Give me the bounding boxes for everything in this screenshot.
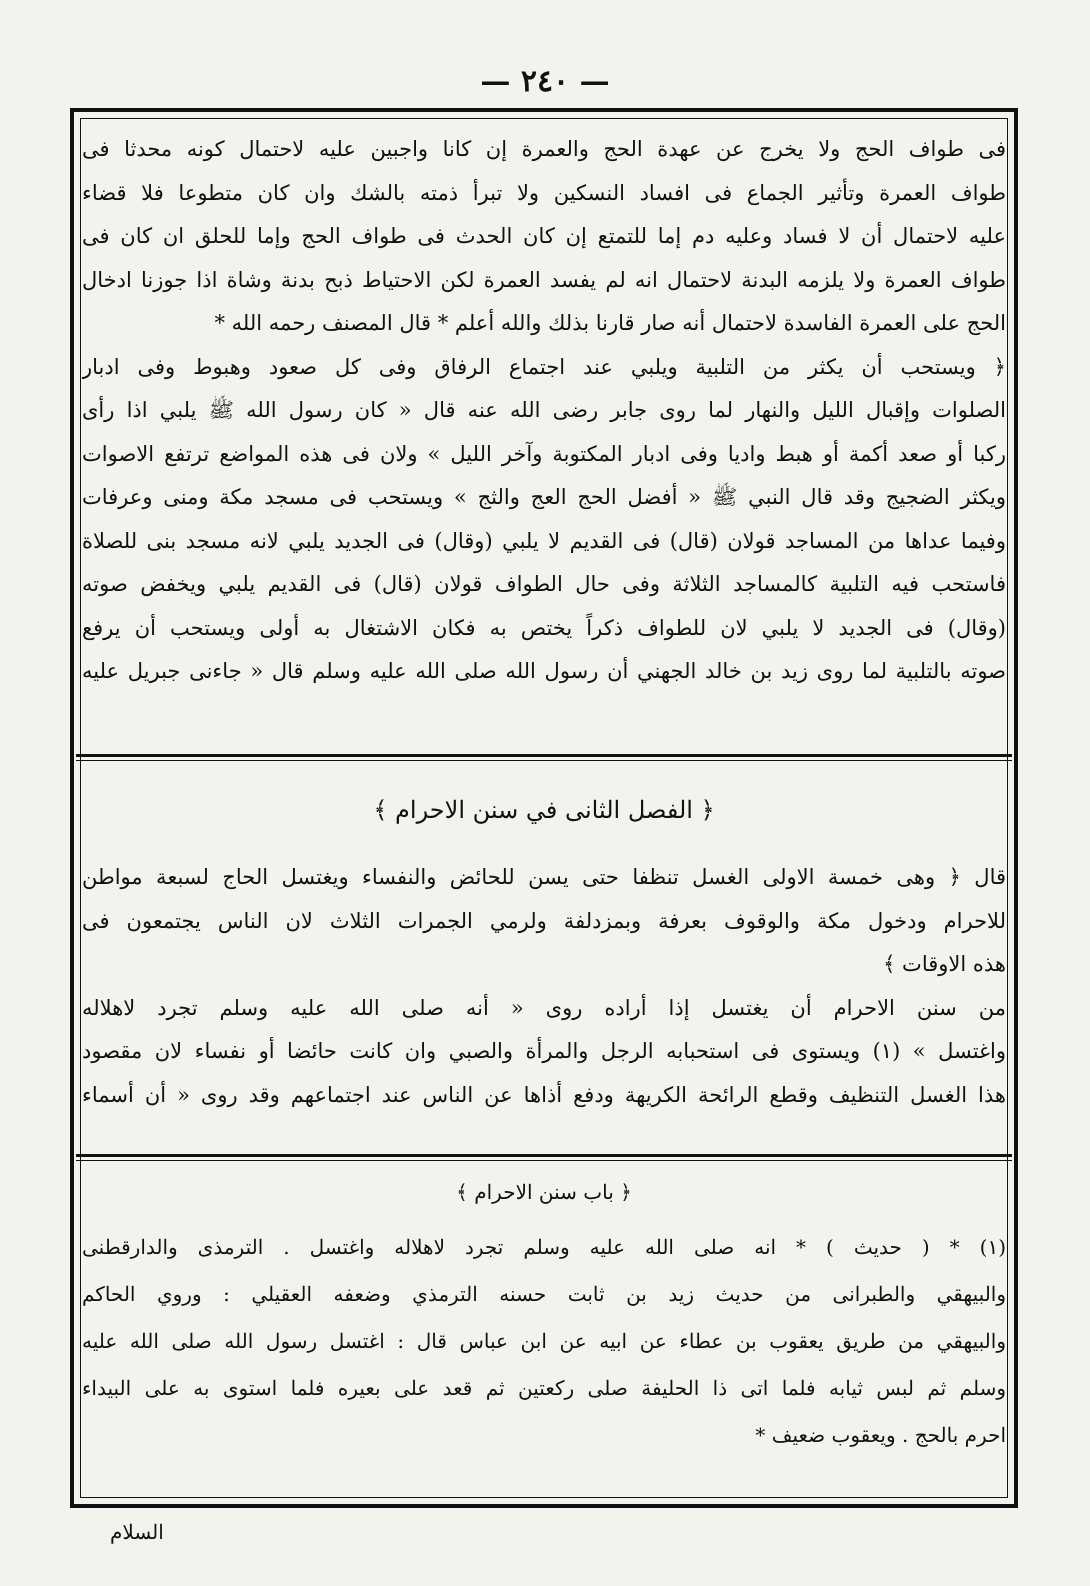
text-line: طواف العمرة وتأثير الجماع فى افساد النسكين ولا تبرأ ذمته بالشك وان كان متطوعا فلا قضاء (82, 180, 1006, 205)
text-line: فى طواف الحج ولا يخرج عن عهدة الحج والعمرة إن كانا واجبين عليه لاحتمال كونه محدثا فى (82, 137, 1006, 161)
text-line: الصلوات وإقبال الليل والنهار لما روى جابر رضى الله عنه قال « كان رسول الله ﷺ يلبي اذا رأى (82, 398, 1006, 422)
footnote-text (82, 1224, 1006, 1459)
text-line: (وقال) فى الجديد لا يلبي لان للطواف ذكراً يختص به فكان الاشتغال به أولى ويستحب أن يرفع (82, 615, 1006, 640)
text-line: ﴿ ويستحب أن يكثر من التلبية ويلبي عند اجتماع الرفاق وفى كل صعود وهبوط وفى ادبار (82, 354, 1006, 379)
text-line: قال ﴿ وهى خمسة الاولى الغسل تنظفا حتى يسن للحائض والنفساء ويغتسل الحاج لسبعة مواطن (82, 865, 1006, 889)
text-line: فاستحب فيه التلبية كالمساجد الثلاثة وفى حال الطواف قولان (قال) فى القديم يلبي ويخفض صوته (82, 572, 1006, 596)
text-line: ويكثر الضجيج وقد قال النبي ﷺ « أفضل الحج العج والثج » ويستحب فى مسجد مكة ومنى وعرفات (82, 485, 1006, 509)
footnote-heading: ﴿ باب سنن الاحرام ﴾ (456, 1180, 632, 1204)
footnote-divider (76, 1154, 1012, 1157)
footnote-line: والبيهقي والطبرانى من حديث زيد بن ثابت حسنه الترمذي وضعفه العقيلي : وروي الحاكم (82, 1282, 1006, 1306)
text-line: من سنن الاحرام أن يغتسل إذا أراده روى « أنه صلى الله عليه وسلم تجرد لاهلاله (82, 995, 1006, 1020)
section-text (82, 856, 1006, 1117)
footnote-line: وسلم ثم لبس ثيابه فلما اتى ذا الحليفة صلى ركعتين ثم قعد على بعيره فلما استوى به على البيداء (82, 1376, 1006, 1400)
text-line: هذه الاوقات ﴾ (883, 952, 1006, 976)
footnote-line: (١) * ( حديث ) * انه صلى الله عليه وسلم تجرد لاهلاله واغتسل . الترمذى والدارقطنى (82, 1235, 1006, 1259)
section-divider (76, 754, 1012, 757)
text-line: وفيما عداها من المساجد قولان (قال) فى القديم لا يلبي (وقال) فى الجديد يلبي لانه مسجد بنى للصلاة (82, 528, 1006, 553)
footnote-line: والبيهقي من طريق يعقوب بن عطاء عن ابيه عن ابن عباس قال : اغتسل رسول الله صلى الله عليه (82, 1329, 1006, 1353)
section-divider-thin (76, 760, 1012, 761)
page-number: — ٢٤٠ — (480, 64, 610, 99)
text-line: عليه لاحتمال أن لا فساد وعليه دم إما للتمتع إن كان الحدث فى طواف الحج وإما للحلق ان كان فى (82, 224, 1006, 248)
section-heading: ﴿ الفصل الثانى في سنن الاحرام ﴾ (373, 796, 715, 824)
footnote-line: احرم بالحج . ويعقوب ضعيف * (755, 1423, 1006, 1447)
text-line: هذا الغسل التنظيف وقطع الرائحة الكريهة ودفع أذاها عن الناس عند اجتماعهم وقد روى « أن أسماء (82, 1082, 1006, 1107)
footnote-divider-thin (76, 1160, 1012, 1161)
text-line: الحج على العمرة الفاسدة لاحتمال أنه صار قارنا بذلك والله أعلم * قال المصنف رحمه الله * (214, 311, 1006, 335)
text-line: للاحرام ودخول مكة والوقوف بعرفة وبمزدلفة ولرمي الجمرات الثلاث لان الناس يجتمعون فى (82, 908, 1006, 933)
text-line: صوته بالتلبية لما روى زيد بن خالد الجهني أن رسول الله صلى الله عليه وسلم قال « جاءنى جبريل عليه (82, 659, 1006, 683)
main-text (82, 128, 1006, 694)
text-line: ركبا أو صعد أكمة أو هبط واديا وفى ادبار المكتوبة وآخر الليل » ولان فى هذه المواضع ترتفع الاصوات (82, 441, 1006, 466)
catchword: السلام (110, 1520, 164, 1544)
text-line: طواف العمرة ولا يلزمه البدنة لاحتمال انه لم يفسد العمرة لكن الاحتياط ذبح بدنة وشاة اذا جوزنا ادخال (82, 267, 1006, 292)
text-line: واغتسل » (١) ويستوى فى استحبابه الرجل والمرأة والصبي وان كانت حائضا أو نفساء لان مقصود (82, 1039, 1006, 1063)
